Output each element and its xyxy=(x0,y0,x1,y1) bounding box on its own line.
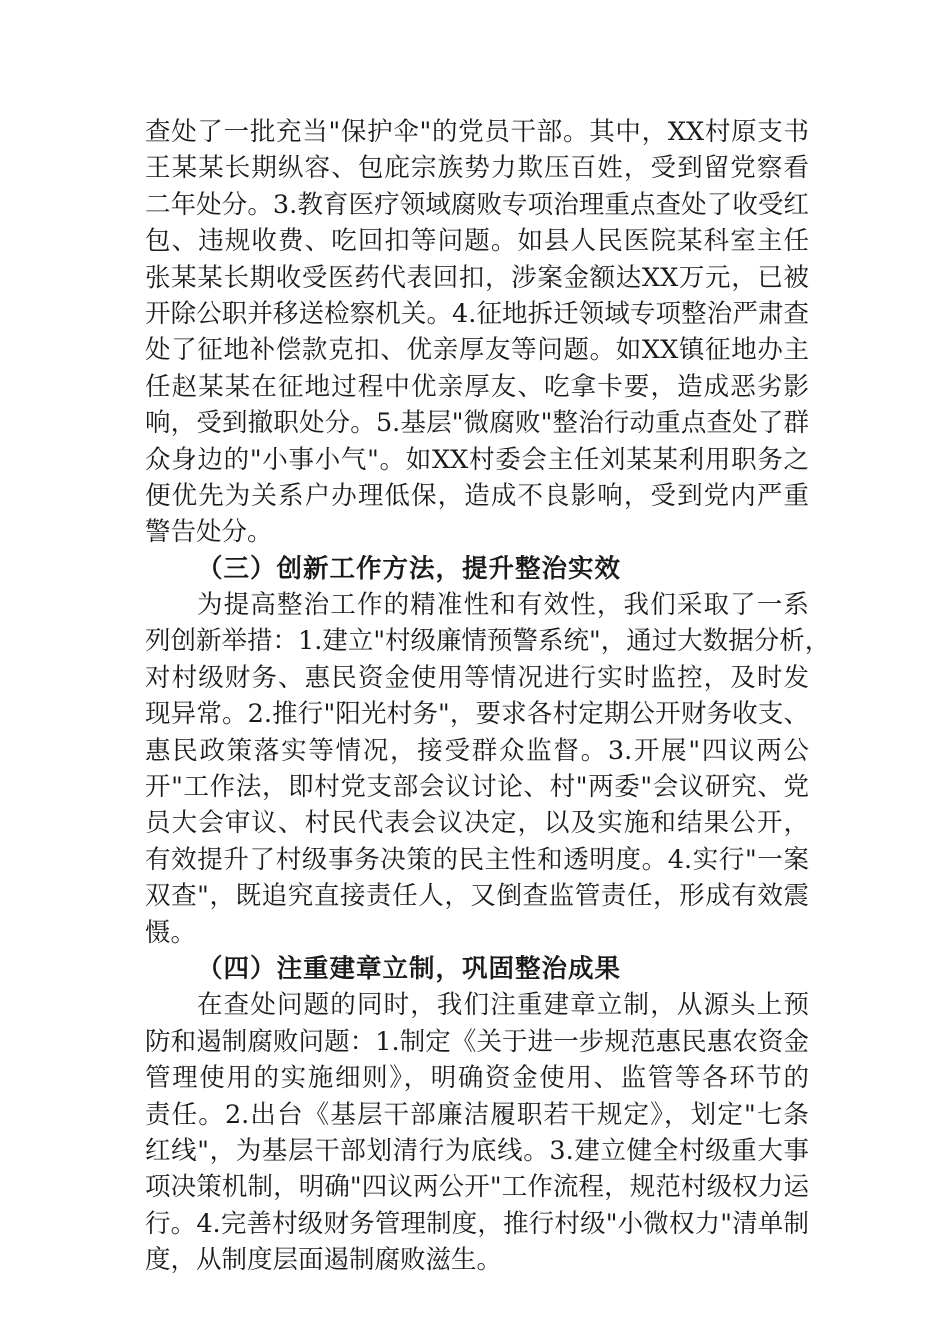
text-line: 包、违规收费、吃回扣等问题。如县人民医院某科室主任 xyxy=(145,226,809,257)
text-line: 开"工作法，即村党支部会议讨论、村"两委"会议研究、党 xyxy=(145,772,809,803)
text-line: 为提高整治工作的精准性和有效性，我们采取了一系 xyxy=(197,590,809,621)
text-line: 众身边的"小事小气"。如XX村委会主任刘某某利用职务之 xyxy=(145,444,809,475)
text-line: 防和遏制腐败问题：1.制定《关于进一步规范惠民惠农资金 xyxy=(145,1026,809,1057)
text-line: 开除公职并移送检察机关。4.征地拆迁领域专项整治严肃查 xyxy=(145,298,809,329)
text-line: 警告处分。 xyxy=(145,517,273,548)
text-line: 对村级财务、惠民资金使用等情况进行实时监控，及时发 xyxy=(145,662,809,693)
paragraph xyxy=(145,587,831,951)
text-line: 王某某长期纵容、包庇宗族势力欺压百姓，受到留党察看 xyxy=(145,153,809,184)
text-line: 员大会审议、村民代表会议决定，以及实施和结果公开， xyxy=(145,808,809,839)
text-line: 张某某长期收受医药代表回扣，涉案金额达XX万元，已被 xyxy=(145,262,809,293)
text-line: 行。4.完善村级财务管理制度，推行村级"小微权力"清单制 xyxy=(145,1208,809,1239)
text-line: 双查"，既追究直接责任人，又倒查监管责任，形成有效震 xyxy=(145,881,809,912)
text-line: 有效提升了村级事务决策的民主性和透明度。4.实行"一案 xyxy=(145,844,809,875)
text-line: 在查处问题的同时，我们注重建章立制，从源头上预 xyxy=(197,990,809,1021)
paragraph xyxy=(145,987,825,1278)
section-heading: （四）注重建章立制，巩固整治成果 xyxy=(197,953,622,984)
text-line: 惠民政策落实等情况，接受群众监督。3.开展"四议两公 xyxy=(145,735,809,766)
text-line: 管理使用的实施细则》，明确资金使用、监管等各环节的 xyxy=(145,1063,809,1094)
text-line: 度，从制度层面遏制腐败滋生。 xyxy=(145,1245,503,1276)
paragraph xyxy=(145,114,825,551)
text-line: 红线"，为基层干部划清行为底线。3.建立健全村级重大事 xyxy=(145,1135,809,1166)
text-line: 便优先为关系户办理低保，造成不良影响，受到党内严重 xyxy=(145,480,809,511)
text-line: 处了征地补偿款克扣、优亲厚友等问题。如XX镇征地办主 xyxy=(145,335,809,366)
section-heading: （三）创新工作方法，提升整治实效 xyxy=(197,553,622,584)
text-line: 项决策机制，明确"四议两公开"工作流程，规范村级权力运 xyxy=(145,1172,809,1203)
text-line: 任赵某某在征地过程中优亲厚友、吃拿卡要，造成恶劣影 xyxy=(145,371,809,402)
text-line: 响，受到撤职处分。5.基层"微腐败"整治行动重点查处了群 xyxy=(145,408,809,439)
document-body xyxy=(145,114,831,1279)
text-line: 查处了一批充当"保护伞"的党员干部。其中，XX村原支书 xyxy=(145,117,809,147)
text-line: 现异常。2.推行"阳光村务"，要求各村定期公开财务收支、 xyxy=(145,699,809,730)
text-line: 责任。2.出台《基层干部廉洁履职若干规定》，划定"七条 xyxy=(145,1099,809,1130)
text-line: 慑。 xyxy=(145,917,197,948)
text-line: 列创新举措：1.建立"村级廉情预警系统"，通过大数据分析， xyxy=(145,626,831,657)
text-line: 二年处分。3.教育医疗领域腐败专项治理重点查处了收受红 xyxy=(145,189,809,220)
